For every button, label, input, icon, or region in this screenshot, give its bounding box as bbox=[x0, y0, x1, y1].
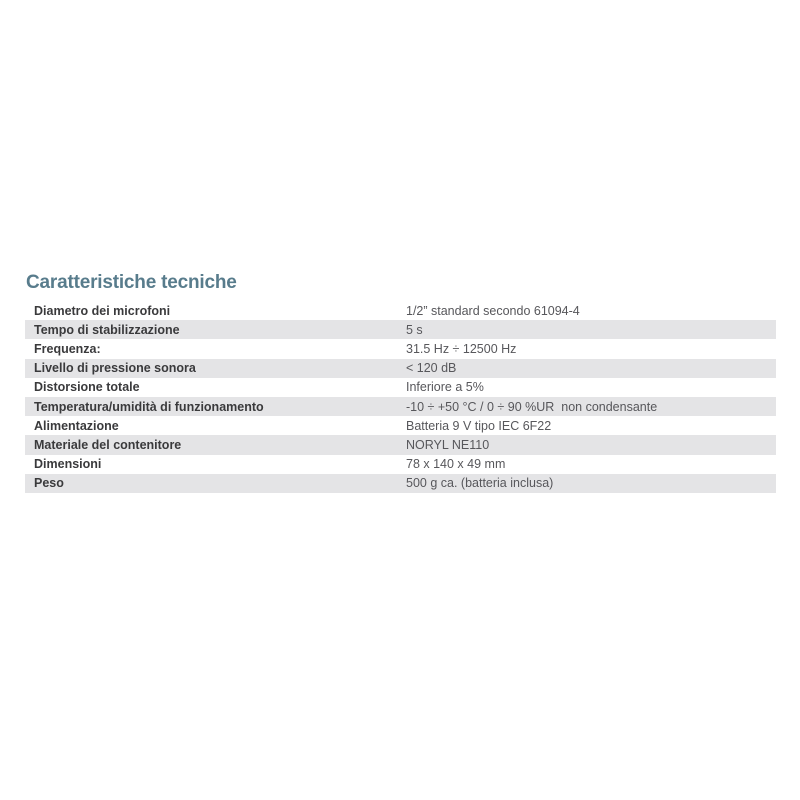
spec-label: Dimensioni bbox=[34, 457, 102, 472]
spec-value: 500 g ca. (batteria inclusa) bbox=[406, 476, 554, 491]
table-row bbox=[25, 301, 776, 320]
specs-table bbox=[25, 301, 776, 493]
spec-label: Alimentazione bbox=[34, 418, 119, 433]
spec-label: Tempo di stabilizzazione bbox=[34, 322, 180, 337]
spec-label: Distorsione totale bbox=[34, 380, 140, 395]
table-row bbox=[25, 435, 776, 454]
spec-value: Inferiore a 5% bbox=[406, 380, 484, 395]
spec-label: Peso bbox=[34, 476, 64, 491]
spec-label: Diametro dei microfoni bbox=[34, 303, 171, 318]
spec-value: -10 ÷ +50 °C / 0 ÷ 90 %UR non condensante bbox=[406, 399, 658, 414]
table-row bbox=[25, 416, 776, 435]
spec-value: 78 x 140 x 49 mm bbox=[406, 457, 506, 472]
table-row bbox=[25, 397, 776, 416]
spec-label: Livello di pressione sonora bbox=[34, 361, 196, 376]
table-row bbox=[25, 320, 776, 339]
spec-value: Batteria 9 V tipo IEC 6F22 bbox=[406, 418, 552, 433]
spec-value: 31.5 Hz ÷ 12500 Hz bbox=[406, 341, 517, 356]
technical-specs-section bbox=[25, 272, 776, 493]
table-row bbox=[25, 455, 776, 474]
table-row bbox=[25, 378, 776, 397]
table-row bbox=[25, 359, 776, 378]
spec-label: Materiale del contenitore bbox=[34, 437, 182, 452]
spec-value: 1/2” standard secondo 61094-4 bbox=[406, 303, 580, 318]
table-row bbox=[25, 339, 776, 358]
section-title: Caratteristiche tecniche bbox=[26, 272, 237, 293]
spec-label: Temperatura/umidità di funzionamento bbox=[34, 399, 264, 414]
spec-label: Frequenza: bbox=[34, 341, 101, 356]
spec-value: NORYL NE110 bbox=[406, 437, 490, 452]
spec-value: < 120 dB bbox=[406, 361, 457, 376]
spec-value: 5 s bbox=[406, 322, 423, 337]
table-row bbox=[25, 474, 776, 493]
